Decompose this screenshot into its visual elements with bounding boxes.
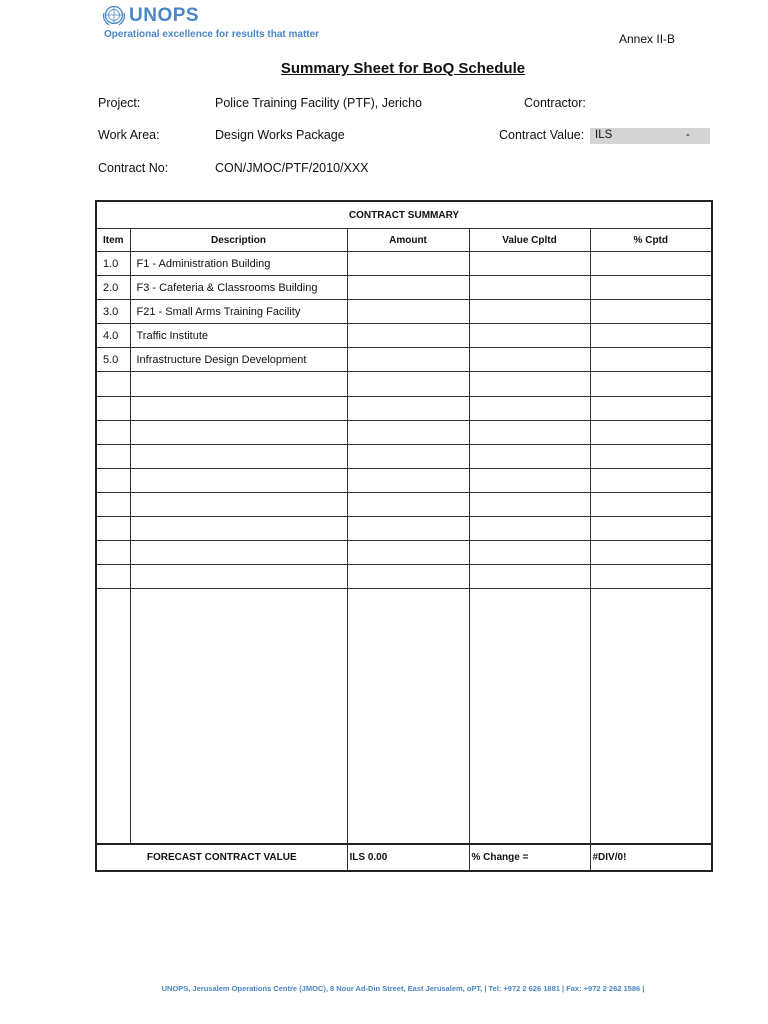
empty-table-row <box>96 420 712 444</box>
contract-summary-table <box>95 200 713 872</box>
contract-no-label: Contract No: <box>98 161 169 175</box>
item-description: Traffic Institute <box>130 324 347 348</box>
empty-table-row <box>96 492 712 516</box>
work-area-value: Design Works Package <box>215 128 345 142</box>
percent-cptd-cell <box>590 348 712 372</box>
table-title: CONTRACT SUMMARY <box>96 201 712 229</box>
contract-value-amount: - <box>686 129 690 141</box>
table-header-row <box>96 229 712 252</box>
empty-table-row <box>96 516 712 540</box>
forecast-row <box>96 844 712 871</box>
item-number: 2.0 <box>96 276 130 300</box>
document-title: Summary Sheet for BoQ Schedule <box>280 60 526 77</box>
contract-no-value: CON/JMOC/PTF/2010/XXX <box>215 161 369 175</box>
item-description: F1 - Administration Building <box>130 252 347 276</box>
item-number: 3.0 <box>96 300 130 324</box>
annex-label: Annex II-B <box>619 32 676 46</box>
percent-cptd-cell <box>590 252 712 276</box>
un-emblem-icon <box>102 5 126 27</box>
item-number: 1.0 <box>96 252 130 276</box>
empty-table-row <box>96 564 712 588</box>
percent-cptd-cell <box>590 300 712 324</box>
forecast-label: FORECAST CONTRACT VALUE <box>96 844 347 871</box>
table-filler-row <box>96 589 712 844</box>
table-row <box>96 276 712 300</box>
value-cpltd-cell <box>469 300 590 324</box>
table-row <box>96 324 712 348</box>
change-value: #DIV/0! <box>590 844 712 871</box>
column-header-percent-cptd: % Cptd <box>590 229 712 252</box>
amount-cell <box>347 252 469 276</box>
contractor-label: Contractor: <box>524 96 586 110</box>
value-cpltd-cell <box>469 324 590 348</box>
column-header-item: Item <box>96 229 130 252</box>
value-cpltd-cell <box>469 348 590 372</box>
page-footer: UNOPS, Jerusalem Operations Centre (JMOC), 8 Nour Ad-Din Street, East Jerusalem, oPT, | Tel: +972 2 626 1881 | Fax: +972 2 262 1586 | <box>161 984 645 993</box>
empty-table-row <box>96 540 712 564</box>
percent-cptd-cell <box>590 324 712 348</box>
item-number: 4.0 <box>96 324 130 348</box>
value-cpltd-cell <box>469 252 590 276</box>
amount-cell <box>347 300 469 324</box>
item-description: F21 - Small Arms Training Facility <box>130 300 347 324</box>
unops-logo <box>102 5 199 27</box>
column-header-amount: Amount <box>347 229 469 252</box>
empty-table-row <box>96 372 712 396</box>
tagline: Operational excellence for results that matter <box>104 29 320 40</box>
empty-table-row <box>96 396 712 420</box>
contract-value-label: Contract Value: <box>499 128 585 142</box>
item-number: 5.0 <box>96 348 130 372</box>
work-area-label: Work Area: <box>98 128 160 142</box>
table-row <box>96 252 712 276</box>
table-row <box>96 348 712 372</box>
amount-cell <box>347 324 469 348</box>
contract-value-field <box>590 128 710 144</box>
column-header-value-cpltd: Value Cpltd <box>469 229 590 252</box>
amount-cell <box>347 276 469 300</box>
table-title-row <box>96 201 712 229</box>
project-label: Project: <box>98 96 141 110</box>
item-description: F3 - Cafeteria & Classrooms Building <box>130 276 347 300</box>
empty-table-row <box>96 444 712 468</box>
contract-value-currency: ILS <box>595 129 613 141</box>
amount-cell <box>347 348 469 372</box>
logo-text: UNOPS <box>129 5 200 26</box>
empty-table-row <box>96 468 712 492</box>
item-description: Infrastructure Design Development <box>130 348 347 372</box>
column-header-description: Description <box>130 229 347 252</box>
change-label: % Change = <box>469 844 590 871</box>
project-value: Police Training Facility (PTF), Jericho <box>215 96 423 110</box>
table-row <box>96 300 712 324</box>
value-cpltd-cell <box>469 276 590 300</box>
percent-cptd-cell <box>590 276 712 300</box>
forecast-amount: ILS 0.00 <box>347 844 469 871</box>
